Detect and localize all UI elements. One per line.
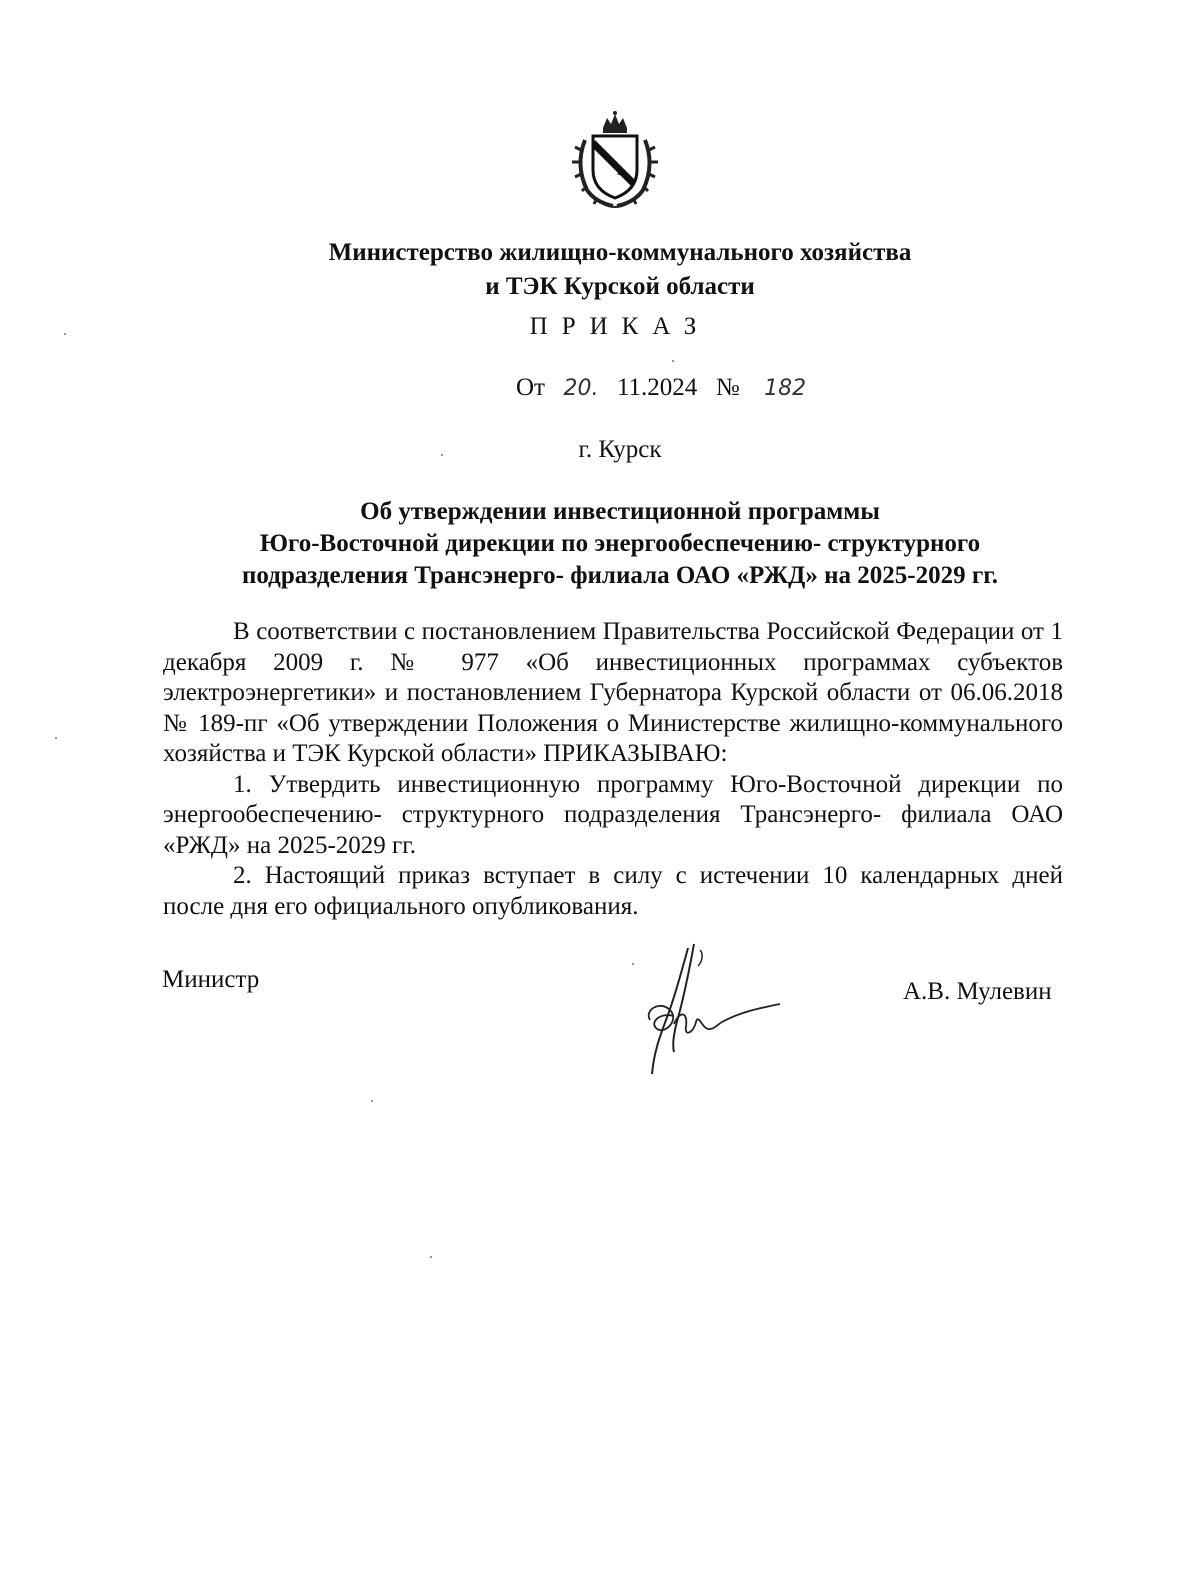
scan-speck: [672, 360, 674, 362]
scan-speck: [371, 1100, 373, 1102]
ministry-name: [240, 236, 1000, 304]
document-body: [163, 617, 1063, 922]
body-paragraph-preamble: В соответствии с постановлением Правительства Российской Федерации от 1 декабря 2009 г. № 977 «Об инвестиционных программах субъектов электроэнергетики» и постановлением Губернатора Курской области от 06.06.2018 № 189-пг «Об утверждении Положения о Министерстве жилищно-коммунального хозяйства и ТЭК Курской области» ПРИКАЗЫВАЮ:: [163, 618, 1063, 767]
body-paragraph-item-1: 1. Утвердить инвестиционную программу Юго-Восточной дирекции по энергообеспечению- структурного подразделения Трансэнерго- филиала ОАО «РЖД» на 2025-2029 гг.: [163, 770, 1063, 859]
number-sign: №: [715, 374, 740, 401]
ministry-line-2: и ТЭК Курской области: [485, 273, 755, 300]
signature-icon: [630, 940, 800, 1080]
date-prefix: От: [516, 374, 545, 401]
title-line-1: Об утверждении инвестиционной программы: [360, 498, 880, 525]
date-month-year: 11.2024: [616, 374, 698, 401]
scan-speck: [441, 454, 443, 456]
title-line-2: Юго-Восточной дирекции по энергообеспечению- структурного: [259, 530, 981, 557]
city: г. Курск: [578, 436, 662, 463]
document-title: [190, 496, 1050, 592]
scan-speck: [430, 1256, 432, 1258]
scan-speck: [64, 333, 66, 335]
scan-speck: [632, 963, 634, 965]
ministry-line-1: Министерство жилищно-коммунального хозяйства: [328, 239, 912, 266]
order-date-number: [516, 374, 806, 402]
body-paragraph-item-2: 2. Настоящий приказ вступает в силу с истечении 10 календарных дней после дня его официального опубликования.: [163, 862, 1063, 920]
title-line-3: подразделения Трансэнерго- филиала ОАО «РЖД» на 2025-2029 гг.: [242, 562, 998, 589]
signatory-name: А.В. Мулевин: [903, 978, 1052, 1005]
order-heading: ПРИКАЗ: [529, 313, 711, 340]
coat-of-arms-icon: [565, 110, 665, 210]
scan-speck: [55, 737, 57, 739]
order-number-handwritten: 182: [764, 376, 807, 401]
signatory-title: Министр: [162, 966, 260, 993]
date-day-handwritten: 20.: [563, 376, 599, 401]
